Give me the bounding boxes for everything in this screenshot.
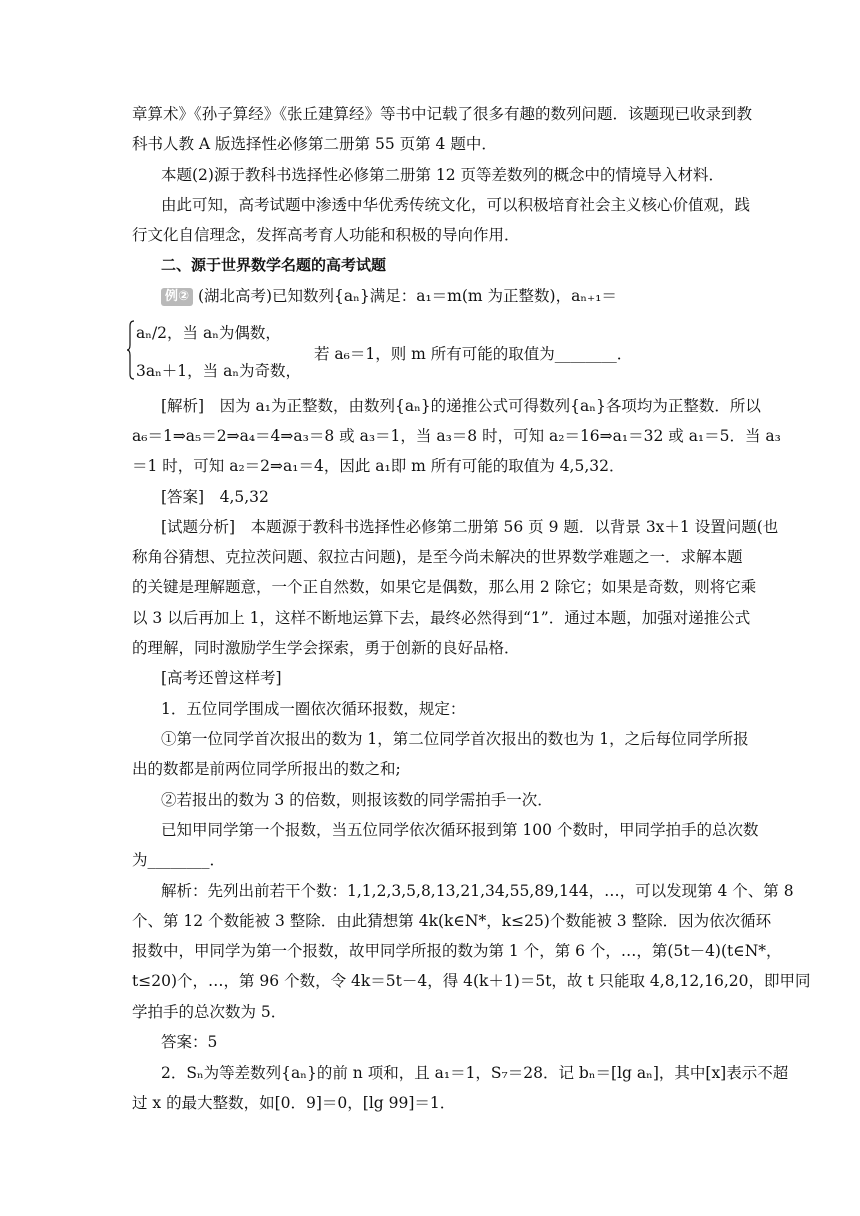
text-line: 行文化自信理念，发挥高考育人功能和积极的导向作用． <box>132 226 520 244</box>
text-line: 本题(2)源于教科书选择性必修第二册第 12 页等差数列的概念中的情境导入材料． <box>161 166 725 184</box>
piecewise-case-even: aₙ/2，当 aₙ为偶数， <box>136 324 281 342</box>
example-text: (湖北高考)已知数列{aₙ}满足：a₁＝m(m 为正整数)，aₙ₊₁＝ <box>197 287 617 305</box>
practice-section-title: [高考还曾这样考] <box>161 669 282 687</box>
piecewise-case-odd: 3aₙ＋1，当 aₙ为奇数， <box>136 362 302 380</box>
solution-line: 个、第 12 个数能被 3 整除．由此猜想第 4k(k∈N*，k≤25)个数能被 3 整除．因为依次循环 <box>132 912 772 930</box>
question-line: 为________． <box>132 851 226 869</box>
text-line: 由此可知，高考试题中渗透中华优秀传统文化，可以积极培育社会主义核心价值观，践 <box>161 196 751 214</box>
question-line: ②若报出的数为 3 的倍数，则报该数的同学需拍手一次． <box>161 791 553 809</box>
section-heading: 二、源于世界数学名题的高考试题 <box>161 256 387 274</box>
analysis-line: 的理解，同时激励学生学会探索，勇于创新的良好品格． <box>132 639 520 657</box>
example-line <box>161 285 729 307</box>
answer-line: [答案] 4,5,32 <box>161 488 269 506</box>
answer-line: 答案：5 <box>161 1033 218 1051</box>
analysis-line: 的关键是理解题意，一个正自然数，如果它是偶数，那么用 2 除它；如果是奇数，则将它乘 <box>132 578 757 596</box>
analysis-line: 称角谷猜想、克拉茨问题、叙拉古问题)，是至今尚未解决的世界数学难题之一．求解本题 <box>132 548 743 566</box>
solution-line: 解析：先列出前若干个数：1,1,2,3,5,8,13,21,34,55,89,144，…，可以发现第 4 个、第 8 <box>161 882 794 900</box>
analysis-line: 以 3 以后再加上 1，这样不断地运算下去，最终必然得到“1”．通过本题，加强对递推公式 <box>132 609 751 627</box>
question-line: 2．Sₙ为等差数列{aₙ}的前 n 项和，且 a₁＝1，S₇＝28．记 bₙ＝[lg aₙ]，其中[x]表示不超 <box>161 1064 789 1082</box>
solution-line: 报数中，甲同学为第一个报数，故甲同学所报的数为第 1 个，第 6 个，…，第(5t－4)(t∈N*， <box>132 942 782 960</box>
text-line: 章算术》《孙子算经》《张丘建算经》等书中记载了很多有趣的数列问题．该题现已收录到教 <box>132 105 753 123</box>
example-badge: 例② <box>161 288 193 306</box>
analysis-line: [试题分析] 本题源于教科书选择性必修第二册第 56 页 9 题．以背景 3x＋1 设置问题(也 <box>161 518 779 536</box>
question-line: 过 x 的最大整数，如[0．9]＝0，[lg 99]＝1． <box>132 1094 456 1112</box>
example-condition: 若 a₆＝1，则 m 所有可能的取值为________． <box>314 345 633 363</box>
solution-line: [解析] 因为 a₁为正整数，由数列{aₙ}的递推公式可得数列{aₙ}各项均为正整数．所以 <box>161 397 761 415</box>
question-line: ①第一位同学首次报出的数为 1，第二位同学首次报出的数也为 1，之后每位同学所报 <box>161 730 749 748</box>
left-brace-icon <box>127 320 135 380</box>
solution-line: t≤20)个，…，第 96 个数，令 4k＝5t－4，得 4(k＋1)＝5t，故 t 只能取 4,8,12,16,20，即甲同 <box>132 972 811 990</box>
question-line: 1．五位同学围成一圈依次循环报数，规定： <box>161 700 466 718</box>
solution-line: 学拍手的总次数为 5． <box>132 1003 287 1021</box>
solution-line: a₆＝1⇒a₅＝2⇒a₄＝4⇒a₃＝8 或 a₃＝1，当 a₃＝8 时，可知 a₂＝16⇒a₁＝32 或 a₁＝5．当 a₃ <box>132 427 781 445</box>
question-line: 出的数都是前两位同学所报出的数之和; <box>132 760 401 778</box>
solution-line: ＝1 时，可知 a₂＝2⇒a₁＝4，因此 a₁即 m 所有可能的取值为 4,5,32． <box>132 457 625 475</box>
question-line: 已知甲同学第一个报数，当五位同学依次循环报到第 100 个数时，甲同学拍手的总次数 <box>161 821 759 839</box>
text-line: 科书人教 A 版选择性必修第二册第 55 页第 4 题中． <box>132 135 497 153</box>
